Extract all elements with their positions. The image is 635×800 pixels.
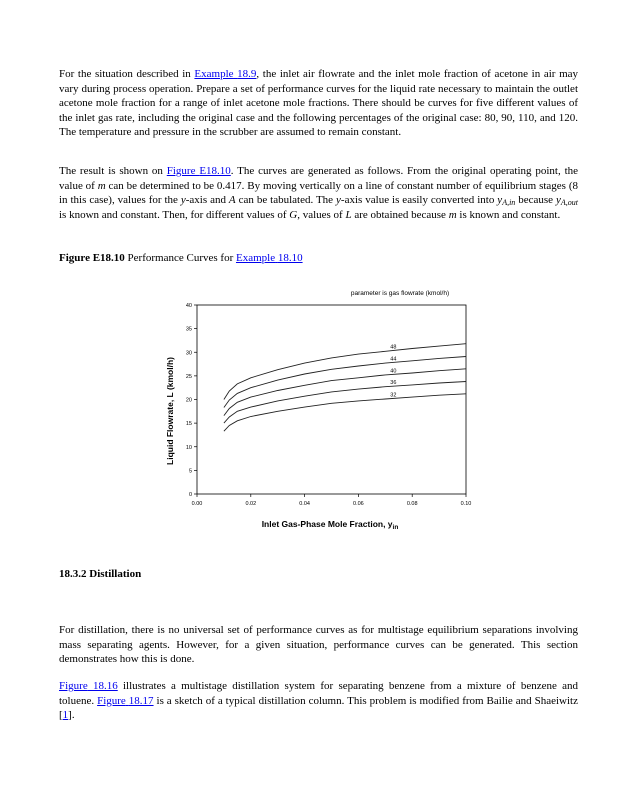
series-line-44 bbox=[224, 357, 466, 408]
var-y-a-in: y bbox=[497, 194, 503, 207]
link-text[interactable]: 18.17 bbox=[128, 694, 154, 707]
link-text[interactable]: Example bbox=[235, 252, 276, 264]
link-figure-e18-10[interactable] bbox=[167, 165, 231, 177]
plot-frame bbox=[197, 305, 466, 494]
y-tick-label: 5 bbox=[188, 468, 192, 475]
text: because bbox=[515, 194, 557, 207]
chart-svg bbox=[160, 284, 480, 536]
paragraph-problem-statement bbox=[59, 67, 578, 140]
text: illustrates a multistage distillation system for separating benzene from a mixture of benzene and toluene. bbox=[59, 680, 579, 707]
y-tick-label: 40 bbox=[185, 303, 192, 309]
series-line-32 bbox=[224, 394, 466, 431]
x-tick-label: 0.04 bbox=[299, 501, 310, 507]
link-example-18-9[interactable] bbox=[194, 68, 256, 80]
series-label-48: 48 bbox=[390, 344, 397, 351]
x-axis-label-text: Inlet Gas-Phase Mole Fraction, y bbox=[261, 519, 393, 529]
chart-title: parameter is gas flowrate (kmol/h) bbox=[350, 290, 450, 297]
link-text[interactable]: E18.10 bbox=[199, 165, 231, 177]
var-y: y bbox=[336, 194, 341, 207]
y-tick-label: 10 bbox=[185, 444, 192, 451]
x-tick-label: 0.00 bbox=[191, 501, 203, 507]
link-reference-1[interactable]: 1 bbox=[62, 709, 69, 722]
text: is a sketch of a typical distillation column. This problem is modified from Bailie and Shaeiwitz [ bbox=[59, 694, 578, 722]
chart-axes bbox=[186, 303, 471, 507]
link-figure-18-17[interactable] bbox=[97, 695, 153, 707]
text: For distillation, there is no universal set of performance curves as for multistage equilibrium separations involving mass separating agents. However, for a given situation, performance curves can be generated. This section demonstrates how this is done. bbox=[59, 624, 578, 666]
x-tick-label: 0.06 bbox=[353, 501, 364, 507]
text: , values of bbox=[297, 208, 346, 221]
text: is known and constant. bbox=[456, 208, 561, 221]
link-text[interactable]: Figure bbox=[97, 694, 126, 707]
var-y-a-out: y bbox=[556, 194, 561, 207]
y-tick-label: 0 bbox=[188, 492, 192, 498]
text: -axis and bbox=[185, 194, 229, 207]
text: ]. bbox=[68, 709, 75, 722]
y-tick-label: 30 bbox=[185, 350, 192, 357]
link-text[interactable]: 18.10 bbox=[277, 252, 303, 264]
chart-series bbox=[224, 344, 466, 432]
text: -axis value is easily converted into bbox=[340, 194, 498, 207]
x-tick-label: 0.10 bbox=[460, 501, 472, 507]
y-tick-label: 20 bbox=[185, 397, 192, 404]
subscript: A,out bbox=[560, 198, 579, 208]
link-example-18-10[interactable] bbox=[236, 252, 303, 264]
text: can be tabulated. The bbox=[235, 194, 337, 207]
var-a: A bbox=[228, 194, 236, 207]
link-text[interactable]: Figure bbox=[166, 165, 196, 177]
link-text[interactable]: 18.16 bbox=[93, 680, 118, 692]
subscript: A,in bbox=[502, 198, 516, 208]
text: are obtained because bbox=[351, 208, 449, 221]
y-tick-label: 15 bbox=[185, 421, 192, 428]
link-text[interactable]: Figure bbox=[59, 680, 88, 692]
y-tick-label: 35 bbox=[185, 326, 192, 333]
x-axis-label bbox=[262, 519, 399, 531]
series-label-36: 36 bbox=[390, 380, 397, 387]
text: The result is shown on bbox=[59, 165, 167, 177]
x-axis-label-subscript: in bbox=[392, 524, 399, 531]
link-text[interactable]: 18.9 bbox=[237, 68, 257, 80]
var-m: m bbox=[97, 179, 106, 192]
paragraph-result bbox=[59, 164, 578, 222]
performance-curves-figure bbox=[160, 284, 480, 536]
text: For the situation described in bbox=[59, 68, 195, 80]
y-tick-label: 25 bbox=[185, 373, 192, 380]
var-l: L bbox=[345, 208, 352, 221]
var-g: G bbox=[289, 208, 298, 221]
text: is known and constant. Then, for different values of bbox=[59, 208, 290, 221]
series-label-44: 44 bbox=[390, 356, 397, 363]
series-label-32: 32 bbox=[390, 392, 397, 399]
var-y: y bbox=[180, 194, 186, 207]
link-figure-18-16[interactable] bbox=[59, 680, 118, 692]
x-tick-label: 0.08 bbox=[406, 501, 418, 507]
link-text[interactable]: Example bbox=[194, 68, 234, 80]
caption-text: Performance Curves for bbox=[124, 252, 236, 264]
series-label-40: 40 bbox=[390, 368, 397, 375]
series-line-40 bbox=[224, 369, 466, 416]
var-m: m bbox=[448, 208, 457, 221]
text: , the inlet air flowrate and the inlet mole fraction of acetone in air may vary during process operation. Prepare a set of performance curves for the liquid rate necessary to maintain the outlet acetone mole fraction for a range of inlet acetone mole fractions. There should be curves for five different values of the inlet gas rate, including the original case and the following percentages of the original case: 80, 90, 110, and 120. The temperature and pressure in the scrubber are assumed to remain constant. bbox=[59, 68, 579, 139]
section-heading: 18.3.2 Distillation bbox=[59, 568, 142, 580]
figure-caption bbox=[59, 251, 578, 265]
paragraph-distillation-figures bbox=[59, 679, 578, 723]
x-tick-label: 0.02 bbox=[245, 501, 257, 507]
paragraph-distillation-intro bbox=[59, 623, 578, 667]
text: can be determined to be 0.417. By moving vertically on a line of constant number of equilibrium stages (8 in this case), values for the bbox=[59, 179, 578, 207]
caption-label: Figure E18.10 bbox=[59, 252, 125, 264]
y-axis-label: Liquid Flowrate, L (kmol/h) bbox=[165, 357, 175, 465]
text: . The curves are generated as follows. From the original operating point, the value of bbox=[59, 165, 579, 192]
